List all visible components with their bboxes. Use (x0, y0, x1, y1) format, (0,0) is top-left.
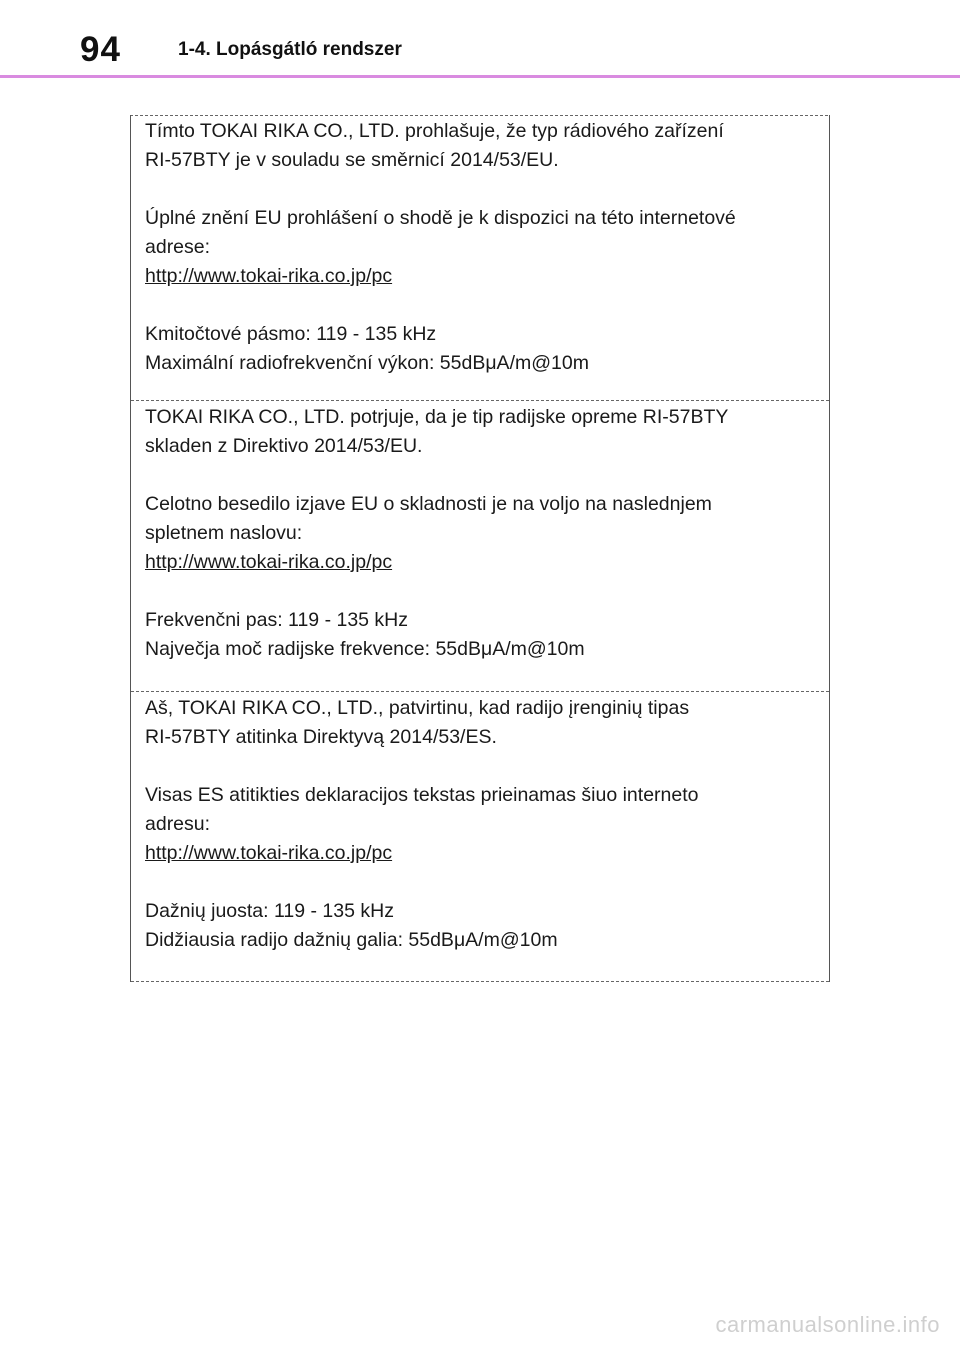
frequency-band-text: Dažnių juosta: 119 - 135 kHz (145, 900, 394, 922)
page-number: 94 (80, 30, 121, 69)
declaration-line: Tímto TOKAI RIKA CO., LTD. prohlašuje, že typ rádiového zařízení (145, 120, 724, 142)
declaration-notice-box (130, 115, 830, 982)
watermark: carmanualsonline.info (715, 1312, 940, 1337)
declaration-section-czech (131, 115, 829, 401)
declaration-url-link[interactable]: http://www.tokai-rika.co.jp/pc (145, 265, 393, 287)
section-title: 1-4. Lopásgátló rendszer (178, 39, 402, 60)
declaration-line: Visas ES atitikties deklaracijos tekstas prieinamas šiuo interneto (145, 784, 699, 806)
declaration-line: Aš, TOKAI RIKA CO., LTD., patvirtinu, kad radijo įrenginių tipas (145, 697, 690, 719)
declaration-line: spletnem naslovu: (145, 522, 303, 544)
declaration-section-slovenian (131, 401, 829, 692)
declaration-line: Úplné znění EU prohlášení o shodě je k dispozici na této internetové (145, 207, 736, 229)
max-power-text: Maximální radiofrekvenční výkon: 55dBμA/m@10m (145, 352, 589, 374)
declaration-url-link[interactable]: http://www.tokai-rika.co.jp/pc (145, 551, 393, 573)
declaration-line: RI-57BTY je v souladu se směrnicí 2014/53/EU. (145, 149, 559, 171)
declaration-line: TOKAI RIKA CO., LTD. potrjuje, da je tip radijske opreme RI-57BTY (145, 406, 729, 428)
declaration-url-link[interactable]: http://www.tokai-rika.co.jp/pc (145, 842, 393, 864)
declaration-line: skladen z Direktivo 2014/53/EU. (145, 435, 423, 457)
declaration-section-lithuanian (131, 692, 829, 982)
max-power-text: Didžiausia radijo dažnių galia: 55dBμA/m@10m (145, 929, 558, 951)
declaration-line: RI-57BTY atitinka Direktyvą 2014/53/ES. (145, 726, 497, 748)
declaration-line: adresu: (145, 813, 211, 835)
max-power-text: Največja moč radijske frekvence: 55dBμA/m@10m (145, 638, 585, 660)
frequency-band-text: Frekvenčni pas: 119 - 135 kHz (145, 609, 409, 631)
header-rule (0, 75, 960, 78)
declaration-line: adrese: (145, 236, 211, 258)
frequency-band-text: Kmitočtové pásmo: 119 - 135 kHz (145, 323, 437, 345)
declaration-line: Celotno besedilo izjave EU o skladnosti je na voljo na naslednjem (145, 493, 712, 515)
